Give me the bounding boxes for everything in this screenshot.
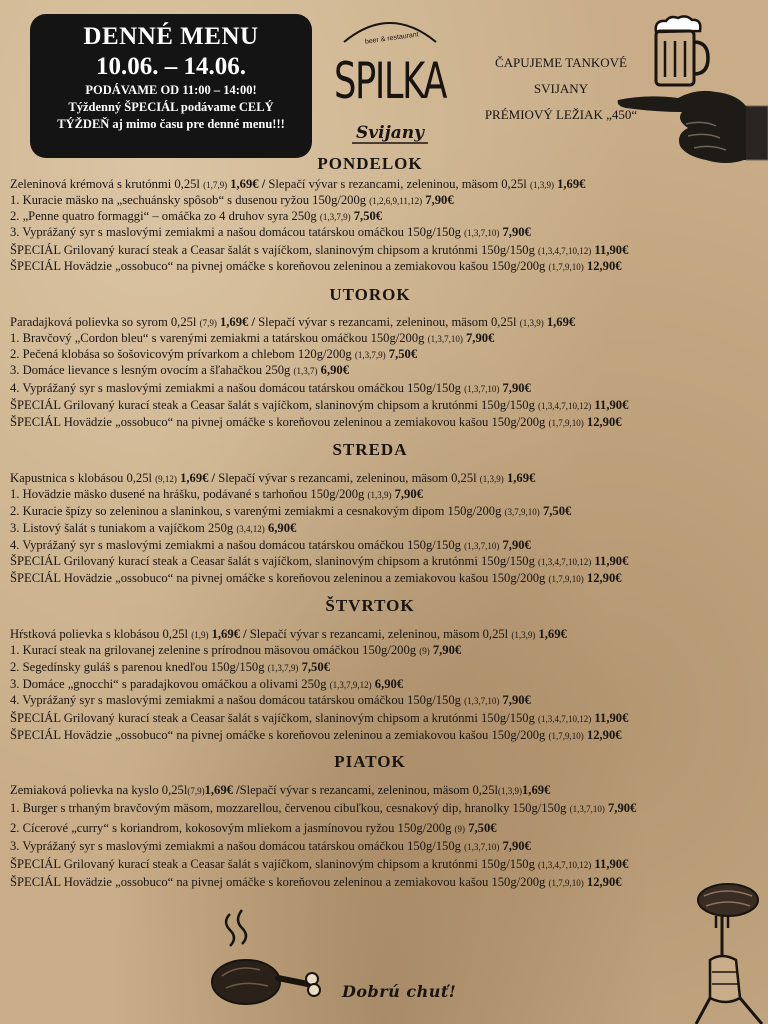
logo-brand: Svijany — [355, 123, 425, 143]
menu-item: Zemiaková polievka na kyslo 0,25l(7,9)1,69€ /Slepačí vývar s rezancami, zeleninou, mäsom 0,25l(1,3,9)1,69€ — [10, 783, 551, 797]
menu-item: Hŕstková polievka s klobásou 0,25l (1,9) 1,69€ / Slepačí vývar s rezancami, zeleninou, mäsom 0,25l (1,3,9) 1,69€ — [10, 627, 567, 641]
menu-item-special: ŠPECIÁL Hovädzie „ossobuco“ na pivnej omáčke s koreňovou zeleninou a zemiakovou kašou 150g/200g (1,7,9,10) 12,90€ — [10, 728, 622, 742]
tap-line-2: SVIJANY — [533, 81, 589, 96]
beer-mug-icon — [648, 14, 710, 88]
menu-item-special: ŠPECIÁL Grilovaný kurací steak a Ceasar šalát s vajíčkom, slaninovým chipsom a krutónmi 150g/150g (1,3,4,7,10,12) 11,90€ — [10, 857, 629, 871]
weekly-special-note-1: Týždenný ŠPECIÁL podávame CELÝ — [68, 100, 274, 114]
header-info-box — [30, 14, 312, 158]
day-heading-utorok: UTOROK — [329, 285, 411, 304]
menu-item: 3. Listový šalát s tuniakom a vajíčkom 250g (3,4,12) 6,90€ — [10, 521, 297, 535]
menu-item: 2. Segedínsky guláš s parenou knedľou 150g/150g (1,3,7,9) 7,50€ — [10, 660, 330, 674]
logo-name: SPILKA — [334, 52, 448, 110]
tap-line-1: ČAPUJEME TANKOVÉ — [495, 55, 627, 70]
day-heading-pondelok: PONDELOK — [317, 154, 423, 173]
menu-item: Paradajková polievka so syrom 0,25l (7,9) 1,69€ / Slepačí vývar s rezancami, zeleninou, mäsom 0,25l (1,3,9) 1,69€ — [10, 315, 576, 329]
menu-dates: 10.06. – 14.06. — [96, 53, 246, 80]
day-heading-streda: STREDA — [332, 440, 408, 459]
menu-item-special: ŠPECIÁL Hovädzie „ossobuco“ na pivnej omáčke s koreňovou zeleninou a zemiakovou kašou 150g/200g (1,7,9,10) 12,90€ — [10, 259, 622, 273]
menu-item: 2. Cícerové „curry“ s koriandrom, kokosovým mliekom a jasmínovou ryžou 150g/200g (9) 7,50€ — [10, 821, 497, 835]
grilled-meat-fork-icon — [682, 868, 768, 1024]
menu-item: 4. Vyprážaný syr s maslovými zemiakmi a našou domácou tatárskou omáčkou 150g/150g (1,3,7,10) 7,90€ — [10, 693, 531, 707]
menu-item: 3. Vyprážaný syr s maslovými zemiakmi a našou domácou tatárskou omáčkou 150g/150g (1,3,7,10) 7,90€ — [10, 225, 531, 239]
logo-tagline: beer & restaurant — [364, 31, 420, 46]
menu-item: 3. Vyprážaný syr s maslovými zemiakmi a našou domácou tatárskou omáčkou 150g/150g (1,3,7,10) 7,90€ — [10, 839, 531, 853]
weekly-special-note-2: TÝŽDEŇ aj mimo času pre denné menu!!! — [57, 117, 285, 131]
menu-item-special: ŠPECIÁL Hovädzie „ossobuco“ na pivnej omáčke s koreňovou zeleninou a zemiakovou kašou 150g/200g (1,7,9,10) 12,90€ — [10, 415, 622, 429]
menu-item: 2. „Penne quatro formaggi“ – omáčka zo 4 druhov syra 250g (1,3,7,9) 7,50€ — [10, 209, 383, 223]
tap-line-3: PRÉMIOVÝ LEŽIAK „450“ — [484, 107, 638, 122]
day-heading-piatok: PIATOK — [334, 752, 406, 771]
day-heading-stvrtok: ŠTVRTOK — [325, 596, 415, 615]
menu-item-special: ŠPECIÁL Grilovaný kurací steak a Ceasar šalát s vajíčkom, slaninovým chipsom a krutónmi 150g/150g (1,3,4,7,10,12) 11,90€ — [10, 398, 629, 412]
menu-item-special: ŠPECIÁL Hovädzie „ossobuco“ na pivnej omáčke s koreňovou zeleninou a zemiakovou kašou 150g/200g (1,7,9,10) 12,90€ — [10, 571, 622, 585]
serving-hours: PODÁVAME OD 11:00 – 14:00! — [85, 83, 257, 97]
menu-item-special: ŠPECIÁL Grilovaný kurací steak a Ceasar šalát s vajíčkom, slaninovým chipsom a krutónmi 150g/150g (1,3,4,7,10,12) 11,90€ — [10, 554, 629, 568]
closing-text: Dobrú chuť! — [342, 982, 457, 1001]
menu-item-special: ŠPECIÁL Grilovaný kurací steak a Ceasar šalát s vajíčkom, slaninovým chipsom a krutónmi 150g/150g (1,3,4,7,10,12) 11,90€ — [10, 243, 629, 257]
menu-item: 1. Hovädzie mäsko dusené na hrášku, podávané s tarhoňou 150g/200g (1,3,9) 7,90€ — [10, 487, 423, 501]
menu-item: 1. Burger s trhaným bravčovým mäsom, mozzarellou, červenou cibuľkou, cesnakový dip, hranolky 150g/150g (1,3,7,10) 7,90€ — [10, 801, 637, 815]
menu-item: Zeleninová krémová s krutónmi 0,25l (1,7,9) 1,69€ / Slepačí vývar s rezancami, zeleninou, mäsom 0,25l (1,3,9) 1,69€ — [10, 177, 586, 191]
menu-item: 2. Pečená klobása so šošovicovým prívarkom a chlebom 120g/200g (1,3,7,9) 7,50€ — [10, 347, 418, 361]
menu-item: 2. Kuracie špízy so zeleninou a slaninkou, s varenými zemiakmi a cesnakovým dipom 150g/200g (3,7,9,10) 7,50€ — [10, 504, 572, 518]
menu-item-special: ŠPECIÁL Hovädzie „ossobuco“ na pivnej omáčke s koreňovou zeleninou a zemiakovou kašou 150g/200g (1,7,9,10) 12,90€ — [10, 875, 622, 889]
roast-ham-icon — [208, 908, 326, 1008]
menu-item: 3. Domáce lievance s lesným ovocím a šľahačkou 250g (1,3,7) 6,90€ — [10, 363, 349, 377]
spilka-logo — [330, 10, 450, 150]
menu-title: DENNÉ MENU — [83, 23, 259, 50]
menu-item: 4. Vyprážaný syr s maslovými zemiakmi a našou domácou tatárskou omáčkou 150g/150g (1,3,7,10) 7,90€ — [10, 381, 531, 395]
menu-item: 1. Kuracie mäsko na „sechuánsky spôsob“ s dusenou ryžou 150g/200g (1,2,6,9,11,12) 7,90€ — [10, 193, 454, 207]
menu-item: 4. Vyprážaný syr s maslovými zemiakmi a našou domácou tatárskou omáčkou 150g/150g (1,3,7,10) 7,90€ — [10, 538, 531, 552]
menu-item: 1. Bravčový „Cordon bleu“ s varenými zemiakmi a tatárskou omáčkou 150g/200g (1,3,7,10) 7,90€ — [10, 331, 495, 345]
menu-item: 3. Domáce „gnocchi“ s paradajkovou omáčkou a olivami 250g (1,3,7,9,12) 6,90€ — [10, 677, 404, 691]
menu-item: 1. Kurací steak na grilovanej zelenine s prírodnou mäsovou omáčkou 150g/200g (9) 7,90€ — [10, 643, 462, 657]
menu-item: Kapustnica s klobásou 0,25l (9,12) 1,69€ / Slepačí vývar s rezancami, zeleninou, mäsom 0,25l (1,3,9) 1,69€ — [10, 471, 536, 485]
menu-item-special: ŠPECIÁL Grilovaný kurací steak a Ceasar šalát s vajíčkom, slaninovým chipsom a krutónmi 150g/150g (1,3,4,7,10,12) 11,90€ — [10, 711, 629, 725]
